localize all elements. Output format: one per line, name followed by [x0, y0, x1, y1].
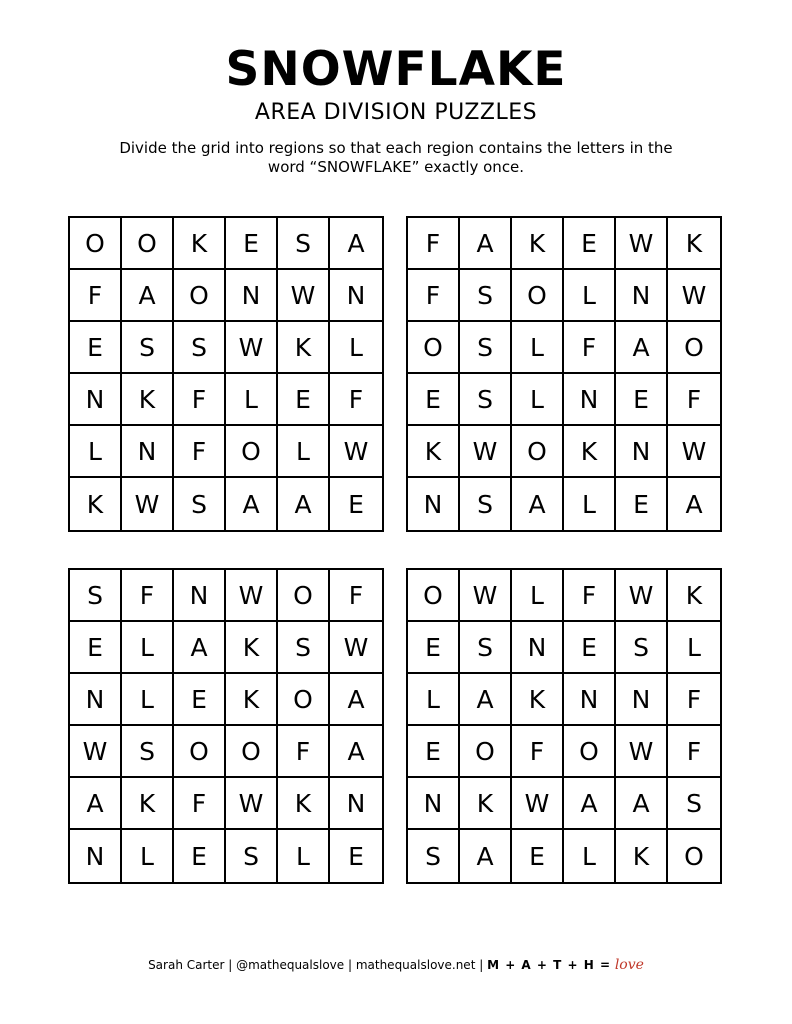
- grid-cell: A: [460, 674, 512, 726]
- grid-cell: K: [408, 426, 460, 478]
- grid-cell: S: [122, 726, 174, 778]
- grid-cell: A: [226, 478, 278, 530]
- grid-cell: N: [564, 374, 616, 426]
- grid-cell: S: [460, 322, 512, 374]
- grid-cell: E: [408, 374, 460, 426]
- grid-cell: A: [174, 622, 226, 674]
- grid-cell: F: [668, 726, 720, 778]
- grid-cell: F: [278, 726, 330, 778]
- page-subtitle: AREA DIVISION PUZZLES: [254, 100, 538, 125]
- grid-cell: L: [512, 322, 564, 374]
- grid-cell: A: [564, 778, 616, 830]
- grid-cell: O: [512, 426, 564, 478]
- grid-cell: S: [616, 622, 668, 674]
- footer-love-logo: love: [614, 957, 644, 973]
- puzzle-grid-3: [68, 568, 384, 884]
- page-title: SNOWFLAKE: [225, 42, 567, 97]
- grid-cell: A: [330, 218, 382, 270]
- footer-brand: M + A + T + H =: [487, 958, 611, 972]
- footer: [0, 957, 792, 973]
- grid-cell: L: [564, 830, 616, 882]
- grid-cell: A: [616, 322, 668, 374]
- grid-cell: E: [174, 830, 226, 882]
- grid-cell: K: [460, 778, 512, 830]
- grid-cell: A: [330, 726, 382, 778]
- grid-cell: O: [512, 270, 564, 322]
- grid-cell: N: [70, 830, 122, 882]
- grid-cell: A: [512, 478, 564, 530]
- grid-cell: A: [616, 778, 668, 830]
- grid-cell: E: [348, 841, 364, 871]
- grid-cell: W: [70, 726, 122, 778]
- grid-cell: N: [408, 778, 460, 830]
- grid-cell: S: [668, 778, 720, 830]
- grid-cell: S: [174, 478, 226, 530]
- grid-cell: W: [330, 426, 382, 478]
- grid-cell: E: [70, 622, 122, 674]
- grid-cell: S: [460, 622, 512, 674]
- grid-cell: W: [616, 726, 668, 778]
- grid-cell: N: [174, 570, 226, 622]
- grid-cell: L: [226, 374, 278, 426]
- grid-cell: K: [226, 622, 278, 674]
- grid-cell: W: [278, 270, 330, 322]
- grid-cell: L: [278, 830, 330, 882]
- instructions: Divide the grid into regions so that each region contains the letters in the word “SNOWFLAKE” exactly once.: [119, 139, 673, 176]
- grid-cell: N: [70, 674, 122, 726]
- grid-cell: O: [226, 726, 278, 778]
- grid-cell: E: [512, 830, 564, 882]
- grid-cell: L: [564, 478, 616, 530]
- grid-cell: W: [226, 322, 278, 374]
- grid-cell: S: [226, 830, 278, 882]
- grid-cell: N: [408, 478, 460, 530]
- grid-cell: O: [174, 726, 226, 778]
- grid-cell: O: [226, 426, 278, 478]
- grid-cell: O: [408, 570, 460, 622]
- grid-cell: O: [684, 841, 704, 871]
- grid-cell: K: [668, 218, 720, 270]
- grid-cell: N: [616, 270, 668, 322]
- grid-cell: F: [668, 374, 720, 426]
- grid-cell: N: [512, 622, 564, 674]
- grid-cell: W: [512, 778, 564, 830]
- grid-cell: L: [408, 674, 460, 726]
- grid-cell: L: [278, 426, 330, 478]
- grid-cell: A: [278, 478, 330, 530]
- grid-cell: F: [70, 270, 122, 322]
- grid-cell: O: [460, 726, 512, 778]
- grid-cell: E: [174, 674, 226, 726]
- grid-cell: L: [122, 674, 174, 726]
- grid-cell: E: [348, 489, 364, 519]
- grid-cell: W: [460, 426, 512, 478]
- grid-cell: A: [330, 674, 382, 726]
- grid-cell: K: [564, 426, 616, 478]
- grid-cell: L: [122, 622, 174, 674]
- grid-cell: S: [408, 830, 460, 882]
- grid-cell: S: [174, 322, 226, 374]
- grid-cell: S: [460, 374, 512, 426]
- grid-cell: L: [122, 830, 174, 882]
- grid-cell: E: [226, 218, 278, 270]
- grid-cell: F: [330, 570, 382, 622]
- grid-cell: O: [278, 674, 330, 726]
- grid-cell: O: [408, 322, 460, 374]
- grid-cell: N: [616, 426, 668, 478]
- grid-cell: K: [70, 478, 122, 530]
- grid-cell: A: [460, 830, 512, 882]
- grid-cell: A: [460, 218, 512, 270]
- puzzle-grid-1: [68, 216, 384, 532]
- grid-cell: W: [460, 570, 512, 622]
- grid-cell: N: [616, 674, 668, 726]
- grid-cell: E: [70, 322, 122, 374]
- grid-cell: W: [226, 778, 278, 830]
- grid-cell: A: [70, 778, 122, 830]
- grid-cell: E: [408, 622, 460, 674]
- grid-cell: F: [564, 570, 616, 622]
- grid-cell: F: [330, 374, 382, 426]
- grid-cell: S: [460, 478, 512, 530]
- grid-cell: N: [226, 270, 278, 322]
- grid-cell: O: [174, 270, 226, 322]
- grid-cell: E: [616, 374, 668, 426]
- grid-cell: N: [330, 778, 382, 830]
- grid-cell: W: [330, 622, 382, 674]
- grid-cell: S: [278, 218, 330, 270]
- grid-cell: K: [278, 322, 330, 374]
- grid-cell: W: [122, 478, 174, 530]
- grid-cell: L: [70, 426, 122, 478]
- grid-cell: N: [70, 374, 122, 426]
- grid-cell: W: [668, 426, 720, 478]
- grid-cell: O: [564, 726, 616, 778]
- grid-cell: L: [668, 622, 720, 674]
- grid-cell: K: [122, 374, 174, 426]
- grid-cell: L: [330, 322, 382, 374]
- grid-cell: O: [278, 570, 330, 622]
- grid-cell: N: [330, 270, 382, 322]
- grid-cell: F: [408, 270, 460, 322]
- grid-cell: S: [278, 622, 330, 674]
- grid-cell: F: [174, 426, 226, 478]
- grid-cell: F: [512, 726, 564, 778]
- grid-cell: S: [70, 570, 122, 622]
- grid-cell: K: [668, 570, 720, 622]
- grid-cell: N: [564, 674, 616, 726]
- grid-cell: K: [122, 778, 174, 830]
- grid-cell: K: [278, 778, 330, 830]
- grid-cell: K: [174, 218, 226, 270]
- grid-cell: O: [668, 322, 720, 374]
- grid-cell: L: [512, 374, 564, 426]
- puzzle-grid-4: [406, 568, 722, 884]
- grid-cell: F: [122, 570, 174, 622]
- grid-cell: F: [408, 218, 460, 270]
- grid-cell: O: [70, 218, 122, 270]
- grid-cell: W: [616, 570, 668, 622]
- grid-cell: S: [122, 322, 174, 374]
- grid-cell: E: [564, 622, 616, 674]
- grid-cell: K: [226, 674, 278, 726]
- grid-cell: E: [564, 218, 616, 270]
- footer-credit: Sarah Carter | @mathequalslove | mathequalslove.net |: [148, 958, 488, 972]
- grid-cell: W: [616, 218, 668, 270]
- grid-cell: L: [564, 270, 616, 322]
- grid-cell: S: [460, 270, 512, 322]
- grid-cell: F: [174, 374, 226, 426]
- grid-cell: K: [512, 218, 564, 270]
- grid-cell: A: [122, 270, 174, 322]
- grid-cell: W: [668, 270, 720, 322]
- grid-cell: E: [278, 374, 330, 426]
- grid-cell: E: [616, 478, 668, 530]
- grid-cell: F: [564, 322, 616, 374]
- grid-cell: E: [408, 726, 460, 778]
- grid-cell: A: [685, 489, 703, 519]
- grid-cell: N: [122, 426, 174, 478]
- grid-cell: F: [174, 778, 226, 830]
- grid-cell: L: [512, 570, 564, 622]
- grid-cell: K: [512, 674, 564, 726]
- grid-cell: F: [668, 674, 720, 726]
- puzzle-grid-2: [406, 216, 722, 532]
- grid-cell: O: [122, 218, 174, 270]
- grid-cell: W: [226, 570, 278, 622]
- grid-cell: K: [616, 830, 668, 882]
